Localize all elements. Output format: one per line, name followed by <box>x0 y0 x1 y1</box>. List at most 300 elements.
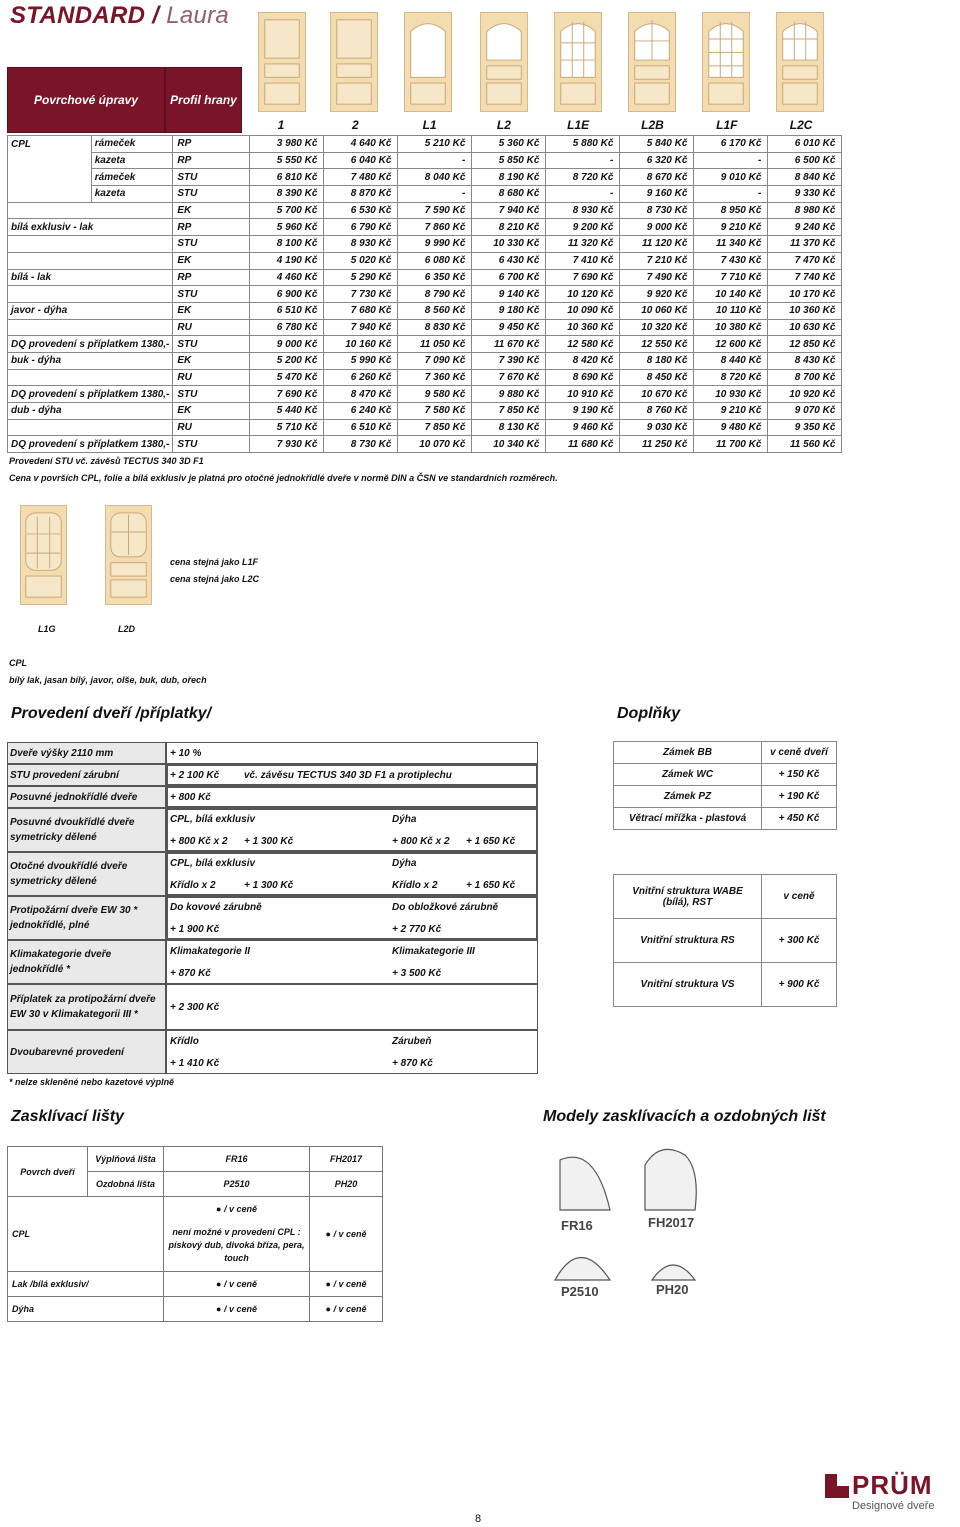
page-number: 8 <box>475 1513 482 1525</box>
table-row <box>8 403 842 420</box>
price-cell: 7 850 Kč <box>398 419 472 436</box>
zl-cpl: CPL <box>8 1197 164 1272</box>
zasklivaci-title: Zasklívací lišty <box>11 1108 124 1125</box>
price-cell: 12 600 Kč <box>694 336 768 353</box>
door-image-l1e <box>554 12 602 112</box>
prov-r7-h2: Klimakategorie III <box>392 946 475 957</box>
price-cell: 7 470 Kč <box>768 252 842 269</box>
doplnky-title: Doplňky <box>617 705 681 722</box>
table-row <box>8 436 842 453</box>
model-ph20-label: PH20 <box>656 1282 689 1297</box>
fh2017-profile-shape <box>645 1149 696 1210</box>
price-cell: - <box>546 186 620 203</box>
row-profile: EK <box>173 302 250 319</box>
table-row <box>8 336 842 353</box>
l2d-note: cena stejná jako L2C <box>170 574 260 584</box>
prov-r7-h1: Klimakategorie II <box>170 946 251 957</box>
price-cell: 7 860 Kč <box>398 219 472 236</box>
row-profile: RP <box>173 269 250 286</box>
price-cell: 8 560 Kč <box>398 302 472 319</box>
price-cell: 9 990 Kč <box>398 236 472 253</box>
price-cell: 11 700 Kč <box>694 436 768 453</box>
price-cell: - <box>694 186 768 203</box>
price-cell: 5 440 Kč <box>250 403 324 420</box>
prov-r9-h2: Zárubeň <box>392 1036 432 1047</box>
row-group: bílá - lak <box>8 269 173 286</box>
price-cell: 10 320 Kč <box>620 319 694 336</box>
price-cell: 10 090 Kč <box>546 302 620 319</box>
row-group <box>8 369 173 386</box>
price-cell: 8 700 Kč <box>768 369 842 386</box>
zl-cpl-note: není možné v provedení CPL : pískový dub, divoká bříza, pera, touch <box>168 1226 305 1263</box>
price-cell: 8 440 Kč <box>694 352 768 369</box>
door-l2d-image <box>105 505 152 605</box>
row-group <box>8 169 92 186</box>
price-cell: 7 680 Kč <box>324 302 398 319</box>
row-group <box>8 186 92 203</box>
price-cell: 7 590 Kč <box>398 202 472 219</box>
table-row <box>8 302 842 319</box>
price-cell: 12 550 Kč <box>620 336 694 353</box>
table-row <box>614 786 837 808</box>
item-label: Větrací mřížka - plastová <box>614 808 762 830</box>
row-group: javor - dýha <box>8 302 173 319</box>
row-group: dub - dýha <box>8 403 173 420</box>
item-label: Vnitřní struktura VS <box>614 963 762 1007</box>
price-cell: 8 870 Kč <box>324 186 398 203</box>
model-fh2017-label: FH2017 <box>648 1215 695 1230</box>
header-surface: Povrchové úpravy <box>7 67 165 133</box>
price-cell: 10 120 Kč <box>546 286 620 303</box>
row-profile: STU <box>173 436 250 453</box>
row-group: DQ provedení s příplatkem 1380,- <box>8 386 173 403</box>
price-cell: 12 580 Kč <box>546 336 620 353</box>
table-row <box>8 286 842 303</box>
price-cell: 11 560 Kč <box>768 436 842 453</box>
price-cell: 8 390 Kč <box>250 186 324 203</box>
price-cell: - <box>546 152 620 169</box>
price-cell: 5 710 Kč <box>250 419 324 436</box>
prov-r8-label: Příplatek za protipožární dveře EW 30 v Klimakategorii III * <box>10 994 156 1020</box>
item-label: Zámek PZ <box>614 786 762 808</box>
row-group: buk - dýha <box>8 352 173 369</box>
price-cell: 10 330 Kč <box>472 236 546 253</box>
price-cell: 7 940 Kč <box>472 202 546 219</box>
price-cell: - <box>398 186 472 203</box>
price-cell: 4 190 Kč <box>250 252 324 269</box>
zl-vypln-header: Výplňová lišta <box>88 1147 164 1172</box>
price-cell: 6 790 Kč <box>324 219 398 236</box>
table-row <box>8 369 842 386</box>
row-group <box>8 236 173 253</box>
price-cell: 9 350 Kč <box>768 419 842 436</box>
row-subtype: kazeta <box>91 152 173 169</box>
price-cell: 11 050 Kč <box>398 336 472 353</box>
model-fr16-label: FR16 <box>561 1218 593 1233</box>
price-cell: 5 550 Kč <box>250 152 324 169</box>
row-profile: EK <box>173 252 250 269</box>
doplnky-structure-table <box>613 874 837 1007</box>
price-cell: 10 910 Kč <box>546 386 620 403</box>
prov-r4-h1: CPL, bílá exklusiv <box>170 814 256 825</box>
prov-r6-label: Protipožární dveře EW 30 * jednokřídlé, plné <box>10 905 138 931</box>
prov-r3-label: Posuvné jednokřídlé dveře <box>10 792 138 803</box>
prov-r5-c: Křídlo x 2 <box>392 880 438 891</box>
table-row <box>8 419 842 436</box>
price-cell: 9 180 Kč <box>472 302 546 319</box>
price-cell: - <box>398 152 472 169</box>
price-cell: 6 350 Kč <box>398 269 472 286</box>
door-image-2 <box>330 12 378 112</box>
table-row <box>8 219 842 236</box>
price-cell: 11 670 Kč <box>472 336 546 353</box>
prov-r4-c: + 800 Kč x 2 <box>392 836 450 847</box>
table-row <box>614 875 837 919</box>
price-cell: 5 290 Kč <box>324 269 398 286</box>
row-profile: STU <box>173 286 250 303</box>
prov-r5-h1: CPL, bílá exklusiv <box>170 858 256 869</box>
prov-r9-c: + 870 Kč <box>392 1058 433 1069</box>
door-image-l2b <box>628 12 676 112</box>
zl-cpl-a: ● / v ceně <box>216 1203 257 1214</box>
table-row <box>8 252 842 269</box>
price-cell: 9 000 Kč <box>250 336 324 353</box>
price-table <box>7 135 842 453</box>
zl-povrch-header: Povrch dveří <box>8 1147 88 1197</box>
price-cell: 8 470 Kč <box>324 386 398 403</box>
header-edge: Profil hrany <box>165 67 242 133</box>
price-cell: 7 670 Kč <box>472 369 546 386</box>
price-cell: 8 760 Kč <box>620 403 694 420</box>
zasklivaci-table <box>7 1146 383 1322</box>
row-profile: STU <box>173 386 250 403</box>
door-image-l1 <box>404 12 452 112</box>
row-group <box>8 419 173 436</box>
price-cell: 6 010 Kč <box>768 136 842 153</box>
price-cell: 6 080 Kč <box>398 252 472 269</box>
ph20-profile-shape <box>652 1265 695 1280</box>
price-cell: 7 690 Kč <box>546 269 620 286</box>
price-cell: 8 720 Kč <box>546 169 620 186</box>
column-header-l1f: L1F <box>716 118 738 132</box>
prov-r2-note: vč. závěsu TECTUS 340 3D F1 a protiplechu <box>244 770 452 781</box>
price-cell: 9 160 Kč <box>620 186 694 203</box>
row-group: bílá exklusiv - lak <box>8 219 173 236</box>
row-profile: STU <box>173 169 250 186</box>
price-cell: 9 010 Kč <box>694 169 768 186</box>
item-label: Zámek WC <box>614 764 762 786</box>
price-cell: 5 020 Kč <box>324 252 398 269</box>
price-cell: 8 040 Kč <box>398 169 472 186</box>
price-cell: 6 810 Kč <box>250 169 324 186</box>
modely-title: Modely zasklívacích a ozdobných lišt <box>543 1108 826 1125</box>
prov-r2-label: STU provedení zárubní <box>10 770 119 781</box>
model-p2510-label: P2510 <box>561 1284 599 1299</box>
prov-r4-d: + 1 650 Kč <box>466 836 516 847</box>
table-row <box>8 236 842 253</box>
door-image-l1f <box>702 12 750 112</box>
zl-cpl-b: ● / v ceně <box>310 1197 383 1272</box>
price-cell: 6 510 Kč <box>324 419 398 436</box>
price-cell: 10 110 Kč <box>694 302 768 319</box>
door-image-l2 <box>480 12 528 112</box>
price-cell: 7 360 Kč <box>398 369 472 386</box>
page-title <box>10 2 229 30</box>
price-cell: 11 340 Kč <box>694 236 768 253</box>
prov-r1-value: + 10 % <box>170 748 202 759</box>
table-row <box>8 386 842 403</box>
price-cell: 8 840 Kč <box>768 169 842 186</box>
prum-logo-icon <box>825 1474 849 1498</box>
price-cell: 5 210 Kč <box>398 136 472 153</box>
price-cell: 7 430 Kč <box>694 252 768 269</box>
item-price: + 190 Kč <box>762 786 837 808</box>
price-cell: 7 730 Kč <box>324 286 398 303</box>
price-cell: 6 780 Kč <box>250 319 324 336</box>
price-cell: 8 950 Kč <box>694 202 768 219</box>
note-price: Cena v površích CPL, folie a bílá exklusiv je platná pro otočné jednokřídlé dveře v normě DIN a ČSN ve standardních rozměrech. <box>9 473 558 483</box>
prov-r6-c: + 2 770 Kč <box>392 924 442 935</box>
price-cell: 10 360 Kč <box>768 302 842 319</box>
table-row <box>8 202 842 219</box>
column-header-l1e: L1E <box>567 118 590 132</box>
door-image-1 <box>258 12 306 112</box>
table-row <box>8 352 842 369</box>
row-profile: RP <box>173 152 250 169</box>
table-row <box>8 152 842 169</box>
row-group <box>8 319 173 336</box>
table-row <box>614 919 837 963</box>
column-header-l1: L1 <box>422 118 437 132</box>
price-cell: 8 790 Kč <box>398 286 472 303</box>
price-cell: 6 170 Kč <box>694 136 768 153</box>
prov-r9-a: + 1 410 Kč <box>170 1058 220 1069</box>
cpl-label: CPL <box>9 658 27 668</box>
row-profile: STU <box>173 186 250 203</box>
row-profile: RU <box>173 369 250 386</box>
price-cell: 6 900 Kč <box>250 286 324 303</box>
prov-r4-b: + 1 300 Kč <box>244 836 294 847</box>
price-cell: 9 240 Kč <box>768 219 842 236</box>
p2510-profile-shape <box>555 1258 610 1281</box>
price-cell: 10 060 Kč <box>620 302 694 319</box>
price-cell: 6 240 Kč <box>324 403 398 420</box>
prov-r2-value: + 2 100 Kč <box>170 770 220 781</box>
price-cell: 8 190 Kč <box>472 169 546 186</box>
zl-p2510: P2510 <box>164 1172 310 1197</box>
item-label: Vnitřní struktura WABE (bílá), RST <box>614 875 762 919</box>
zl-fr16: FR16 <box>164 1147 310 1172</box>
price-cell: 10 380 Kč <box>694 319 768 336</box>
price-cell: 7 490 Kč <box>620 269 694 286</box>
price-cell: 9 000 Kč <box>620 219 694 236</box>
price-cell: 6 040 Kč <box>324 152 398 169</box>
row-profile: EK <box>173 352 250 369</box>
column-header-l2: L2 <box>496 118 511 132</box>
price-cell: 11 320 Kč <box>546 236 620 253</box>
price-cell: 10 170 Kč <box>768 286 842 303</box>
row-group <box>8 286 173 303</box>
zl-lak: Lak /bílá exklusiv/ <box>8 1272 164 1297</box>
row-profile: RP <box>173 219 250 236</box>
table-row <box>8 319 842 336</box>
prov-r4-a: + 800 Kč x 2 <box>170 836 228 847</box>
item-price: v ceně dveří <box>762 742 837 764</box>
price-cell: 8 730 Kč <box>324 436 398 453</box>
prov-r7-c: + 3 500 Kč <box>392 968 442 979</box>
item-label: Vnitřní struktura RS <box>614 919 762 963</box>
price-cell: 10 340 Kč <box>472 436 546 453</box>
price-cell: 5 470 Kč <box>250 369 324 386</box>
price-cell: 5 360 Kč <box>472 136 546 153</box>
price-cell: 5 840 Kč <box>620 136 694 153</box>
price-cell: 11 120 Kč <box>620 236 694 253</box>
price-cell: 9 200 Kč <box>546 219 620 236</box>
cpl-colors: bílý lak, jasan bílý, javor, olše, buk, dub, ořech <box>9 675 207 685</box>
price-cell: 9 880 Kč <box>472 386 546 403</box>
price-cell: 8 130 Kč <box>472 419 546 436</box>
price-cell: 7 390 Kč <box>472 352 546 369</box>
table-row <box>614 742 837 764</box>
price-cell: 7 580 Kč <box>398 403 472 420</box>
price-cell: 10 630 Kč <box>768 319 842 336</box>
price-cell: 12 850 Kč <box>768 336 842 353</box>
price-cell: 5 850 Kč <box>472 152 546 169</box>
price-cell: 11 680 Kč <box>546 436 620 453</box>
price-cell: 5 990 Kč <box>324 352 398 369</box>
l1g-note: cena stejná jako L1F <box>170 557 259 567</box>
item-price: + 300 Kč <box>762 919 837 963</box>
item-price: + 150 Kč <box>762 764 837 786</box>
door-l1g-image <box>20 505 67 605</box>
price-cell: 11 370 Kč <box>768 236 842 253</box>
prov-r5-b: + 1 300 Kč <box>244 880 294 891</box>
prov-r8-value: + 2 300 Kč <box>170 1002 220 1013</box>
price-cell: 8 450 Kč <box>620 369 694 386</box>
price-cell: 8 420 Kč <box>546 352 620 369</box>
row-subtype: kazeta <box>91 186 173 203</box>
price-cell: 9 460 Kč <box>546 419 620 436</box>
price-cell: 7 480 Kč <box>324 169 398 186</box>
price-cell: 9 450 Kč <box>472 319 546 336</box>
table-row <box>8 169 842 186</box>
price-cell: 7 210 Kč <box>620 252 694 269</box>
price-cell: 8 670 Kč <box>620 169 694 186</box>
note-stu: Provedení STU vč. závěsů TECTUS 340 3D F1 <box>9 456 204 466</box>
price-cell: 9 580 Kč <box>398 386 472 403</box>
prov-r3-value: + 800 Kč <box>170 792 211 803</box>
prov-r9-h1: Křídlo <box>170 1036 199 1047</box>
price-cell: 9 330 Kč <box>768 186 842 203</box>
column-header-l2b: L2B <box>641 118 664 132</box>
row-profile: RU <box>173 319 250 336</box>
prov-footnote: * nelze skleněné nebo kazetové výplně <box>9 1077 175 1087</box>
zl-fh2017: FH2017 <box>310 1147 383 1172</box>
title-main: STANDARD / <box>10 2 160 29</box>
price-cell: 6 530 Kč <box>324 202 398 219</box>
price-cell: 9 140 Kč <box>472 286 546 303</box>
prov-r5-label: Otočné dvoukřídlé dveře symetricky dělené <box>10 861 128 887</box>
price-cell: 10 670 Kč <box>620 386 694 403</box>
prov-r7-label: Klimakategorie dveře jednokřídlé * <box>10 949 112 975</box>
price-cell: 7 930 Kč <box>250 436 324 453</box>
price-cell: 5 880 Kč <box>546 136 620 153</box>
prov-r4-label: Posuvné dvoukřídlé dveře symetricky dělené <box>10 817 135 843</box>
row-profile: STU <box>173 236 250 253</box>
price-cell: 6 260 Kč <box>324 369 398 386</box>
zl-lak-b: ● / v ceně <box>310 1272 383 1297</box>
prov-r7-a: + 870 Kč <box>170 968 211 979</box>
price-cell: 8 730 Kč <box>620 202 694 219</box>
price-cell: 10 140 Kč <box>694 286 768 303</box>
price-cell: 10 360 Kč <box>546 319 620 336</box>
price-cell: 8 930 Kč <box>324 236 398 253</box>
price-cell: 8 680 Kč <box>472 186 546 203</box>
price-cell: 9 190 Kč <box>546 403 620 420</box>
price-cell: 7 850 Kč <box>472 403 546 420</box>
price-cell: 10 930 Kč <box>694 386 768 403</box>
doplnky-table <box>613 741 837 830</box>
item-label: Zámek BB <box>614 742 762 764</box>
row-profile: STU <box>173 336 250 353</box>
logo-tagline: Designové dveře <box>852 1500 935 1512</box>
row-subtype: rámeček <box>91 136 173 153</box>
provedeni-title: Provedení dveří /příplatky/ <box>11 705 212 722</box>
prov-r1-label: Dveře výšky 2110 mm <box>10 748 114 759</box>
row-profile: RU <box>173 419 250 436</box>
price-cell: 7 090 Kč <box>398 352 472 369</box>
column-header-l2c: L2C <box>789 118 813 132</box>
price-cell: 11 250 Kč <box>620 436 694 453</box>
price-cell: 8 930 Kč <box>546 202 620 219</box>
row-subtype: rámeček <box>91 169 173 186</box>
fr16-profile-shape <box>560 1157 610 1210</box>
price-cell: 9 920 Kč <box>620 286 694 303</box>
table-row <box>614 808 837 830</box>
prov-r9-label: Dvoubarevné provedení <box>10 1047 124 1058</box>
price-cell: 8 180 Kč <box>620 352 694 369</box>
price-cell: 8 720 Kč <box>694 369 768 386</box>
prov-r5-d: + 1 650 Kč <box>466 880 516 891</box>
prov-r4-h2: Dýha <box>392 814 417 825</box>
prov-r5-h2: Dýha <box>392 858 417 869</box>
row-group <box>8 252 173 269</box>
item-price: + 900 Kč <box>762 963 837 1007</box>
price-cell: 8 980 Kč <box>768 202 842 219</box>
price-cell: 6 430 Kč <box>472 252 546 269</box>
prov-r6-h2: Do obložkové zárubně <box>392 902 499 913</box>
price-cell: 10 160 Kč <box>324 336 398 353</box>
column-header-1: 1 <box>277 118 285 132</box>
price-cell: 10 070 Kč <box>398 436 472 453</box>
table-row <box>614 963 837 1007</box>
zl-dyha: Dýha <box>8 1297 164 1322</box>
logo-name: PRÜM <box>852 1470 933 1500</box>
price-cell: 8 100 Kč <box>250 236 324 253</box>
row-group: CPL <box>8 136 92 153</box>
price-cell: 5 200 Kč <box>250 352 324 369</box>
price-cell: 9 030 Kč <box>620 419 694 436</box>
table-row <box>614 764 837 786</box>
price-cell: 7 940 Kč <box>324 319 398 336</box>
zl-ph20: PH20 <box>310 1172 383 1197</box>
price-cell: 10 920 Kč <box>768 386 842 403</box>
zl-ozdob-header: Ozdobná lišta <box>88 1172 164 1197</box>
item-price: + 450 Kč <box>762 808 837 830</box>
zl-dyha-a: ● / v ceně <box>164 1297 310 1322</box>
title-sub: Laura <box>166 2 230 29</box>
price-cell: 7 410 Kč <box>546 252 620 269</box>
